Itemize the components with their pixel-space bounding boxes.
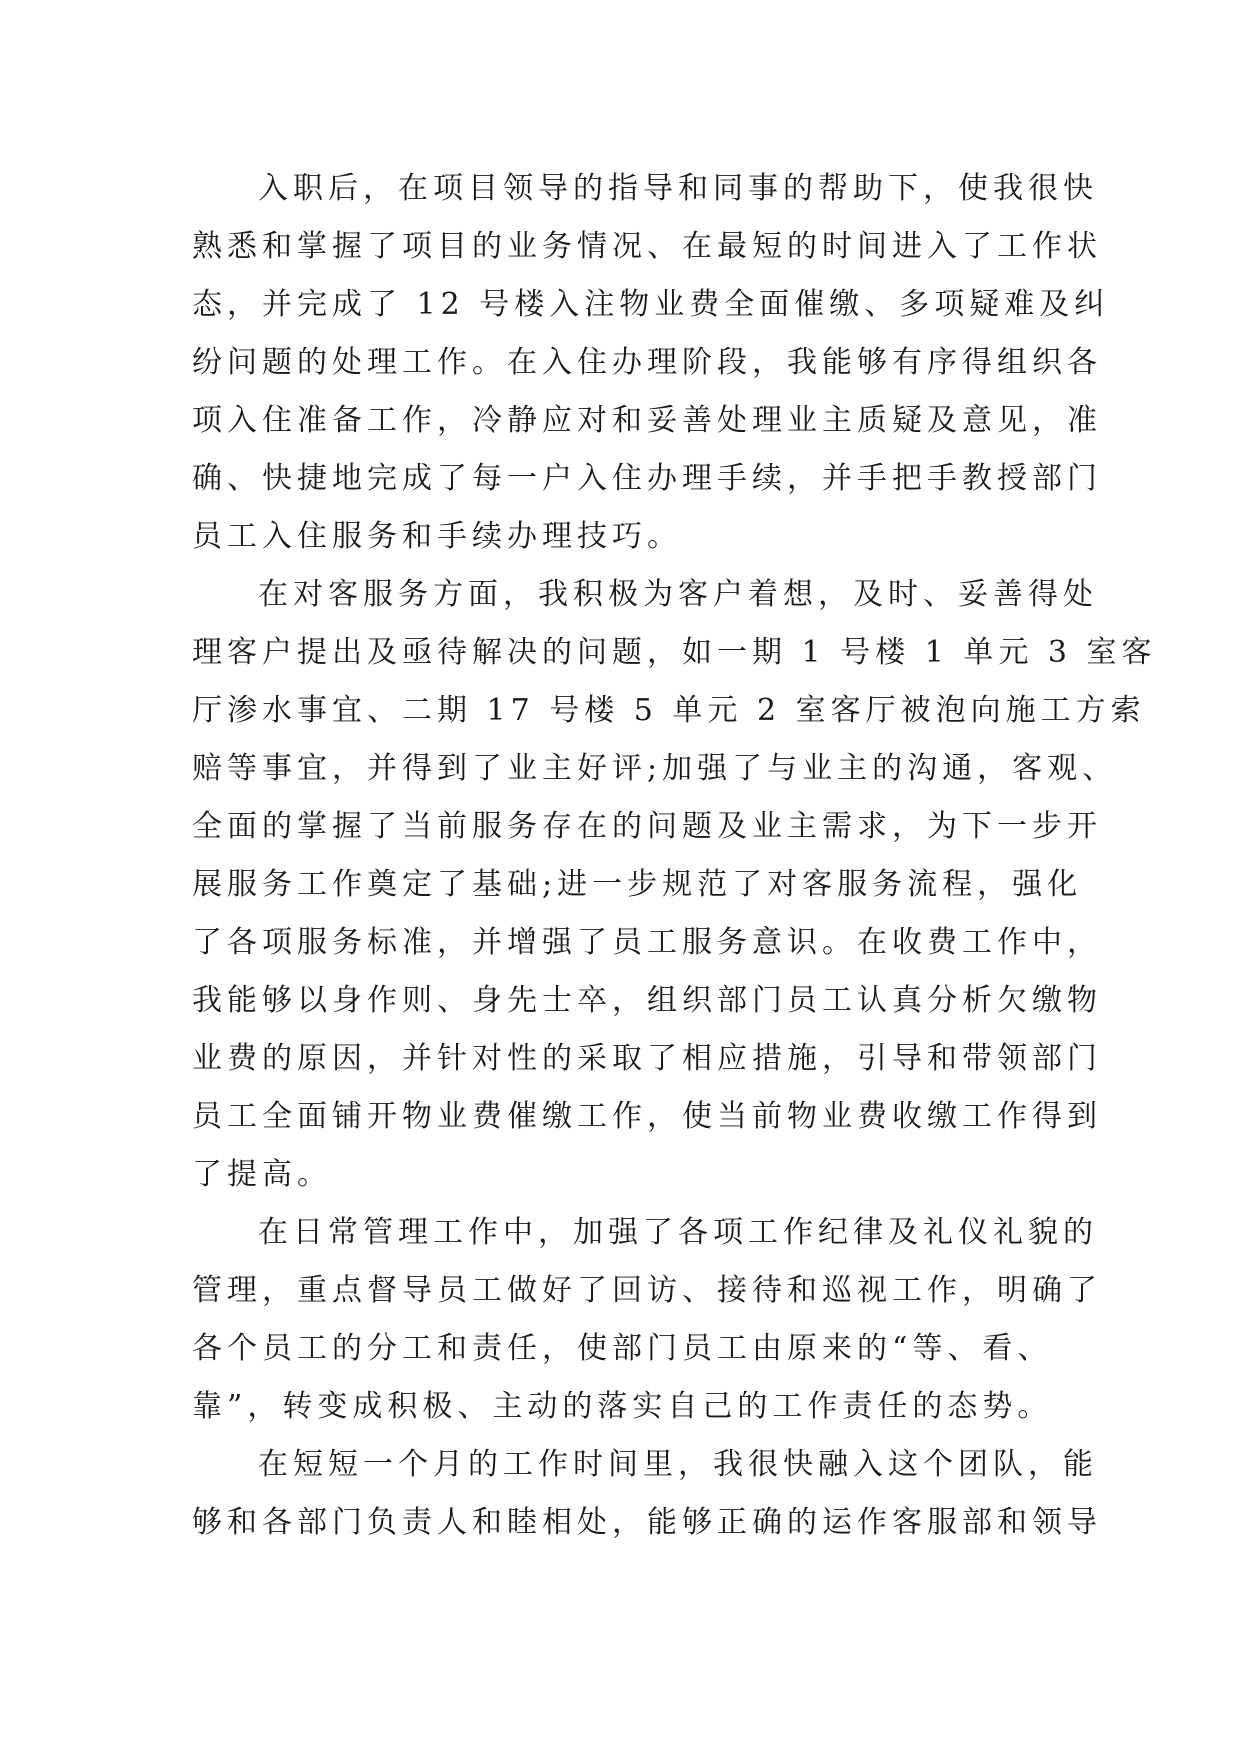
paragraph-1-line-6: 确、快捷地完成了每一户入住办理手续，并手把手教授部门 bbox=[192, 461, 1102, 496]
paragraph-2-line-4: 赔等事宜，并得到了业主好评;加强了与业主的沟通，客观、 bbox=[192, 751, 1118, 786]
paragraph-3-line-2: 管理，重点督导员工做好了回访、接待和巡视工作，明确了 bbox=[192, 1273, 1102, 1308]
paragraph-4-line-2: 够和各部门负责人和睦相处，能够正确的运作客服部和领导 bbox=[192, 1505, 1102, 1540]
paragraph-2-line-5: 全面的掌握了当前服务存在的问题及业主需求，为下一步开 bbox=[192, 809, 1102, 844]
paragraph-2-line-8: 我能够以身作则、身先士卒，组织部门员工认真分析欠缴物 bbox=[192, 983, 1102, 1018]
paragraph-2-line-11: 了提高。 bbox=[192, 1157, 332, 1192]
paragraph-2-line-6: 展服务工作奠定了基础;进一步规范了对客服务流程，强化 bbox=[192, 867, 1083, 902]
paragraph-2-line-10: 员工全面铺开物业费催缴工作，使当前物业费收缴工作得到 bbox=[192, 1099, 1102, 1134]
paragraph-1-line-5: 项入住准备工作，冷静应对和妥善处理业主质疑及意见，准 bbox=[192, 403, 1102, 438]
paragraph-2-line-1: 在对客服务方面，我积极为客户着想，及时、妥善得处 bbox=[258, 577, 1098, 612]
paragraph-3-line-1: 在日常管理工作中，加强了各项工作纪律及礼仪礼貌的 bbox=[258, 1215, 1098, 1250]
paragraph-2-line-3: 厅渗水事宜、二期 17 号楼 5 单元 2 室客厅被泡向施工方索 bbox=[192, 693, 1146, 728]
paragraph-1-line-3: 态，并完成了 12 号楼入注物业费全面催缴、多项疑难及纠 bbox=[192, 287, 1110, 322]
paragraph-1-line-7: 员工入住服务和手续办理技巧。 bbox=[192, 519, 682, 554]
paragraph-3-line-3: 各个员工的分工和责任，使部门员工由原来的“等、看、 bbox=[192, 1331, 1053, 1366]
paragraph-2-line-9: 业费的原因，并针对性的采取了相应措施，引导和带领部门 bbox=[192, 1041, 1102, 1076]
paragraph-1-line-1: 入职后，在项目领导的指导和同事的帮助下，使我很快 bbox=[258, 171, 1098, 206]
paragraph-1-line-2: 熟悉和掌握了项目的业务情况、在最短的时间进入了工作状 bbox=[192, 229, 1102, 264]
paragraph-2-line-2: 理客户提出及亟待解决的问题，如一期 1 号楼 1 单元 3 室客 bbox=[192, 635, 1157, 670]
paragraph-3-line-4: 靠”，转变成积极、主动的落实自己的工作责任的态势。 bbox=[192, 1389, 1053, 1424]
paragraph-1-line-4: 纷问题的处理工作。在入住办理阶段，我能够有序得组织各 bbox=[192, 345, 1102, 380]
paragraph-4-line-1: 在短短一个月的工作时间里，我很快融入这个团队，能 bbox=[258, 1447, 1098, 1482]
paragraph-2-line-7: 了各项服务标准，并增强了员工服务意识。在收费工作中， bbox=[192, 925, 1102, 960]
document-body bbox=[192, 160, 1157, 1552]
